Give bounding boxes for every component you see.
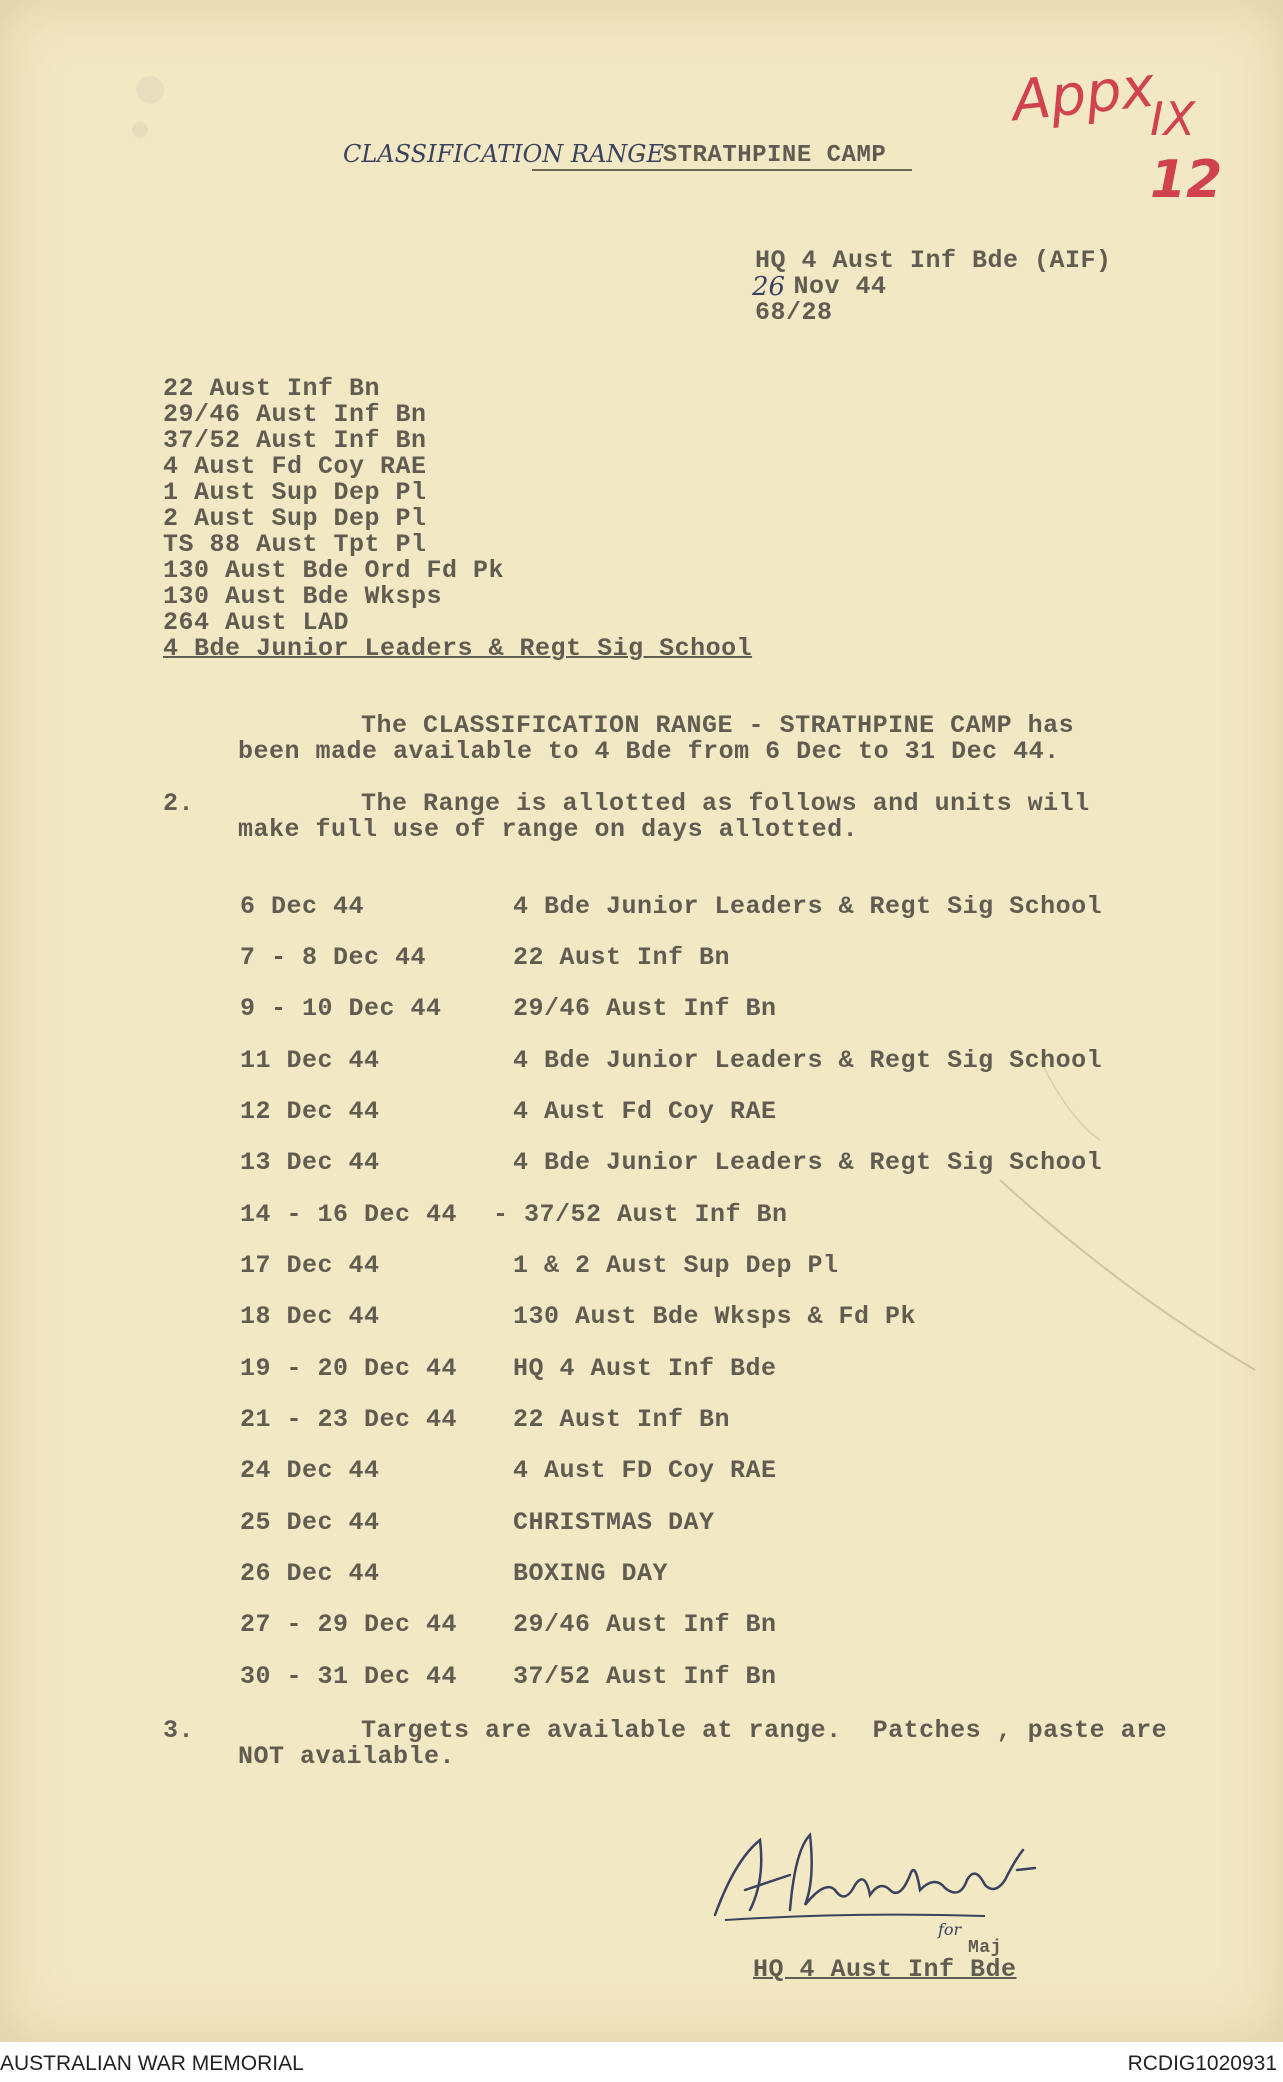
header-day: 26 [752, 272, 786, 302]
paragraph-2-line: The Range is allotted as follows and units will [361, 789, 1090, 818]
schedule-unit: 4 Aust FD Coy RAE [513, 1456, 777, 1485]
schedule-unit: 4 Bde Junior Leaders & Regt Sig School [513, 1046, 1103, 1075]
schedule-unit: - 37/52 Aust Inf Bn [493, 1200, 788, 1229]
paragraph-3-number: 3. [163, 1716, 195, 1745]
schedule-date: 14 - 16 Dec 44 [240, 1200, 458, 1229]
schedule-unit: 29/46 Aust Inf Bn [513, 1610, 777, 1639]
signature-block: HQ 4 Aust Inf Bde [753, 1955, 1017, 1984]
paragraph-2-number: 2. [163, 789, 195, 818]
addressee: 4 Bde Junior Leaders & Regt Sig School [163, 634, 753, 663]
addressee: 264 Aust LAD [163, 608, 350, 637]
schedule-date: 6 Dec 44 [240, 892, 365, 921]
schedule-date: 18 Dec 44 [240, 1302, 380, 1331]
addressee: 130 Aust Bde Ord Fd Pk [163, 556, 505, 585]
paragraph-1-line: The CLASSIFICATION RANGE - STRATHPINE CAMP has [361, 711, 1075, 740]
schedule-unit: 22 Aust Inf Bn [513, 943, 731, 972]
paragraph-3-line: Targets are available at range. Patches , paste are [361, 1716, 1168, 1745]
schedule-date: 11 Dec 44 [240, 1046, 380, 1075]
addressee: 37/52 Aust Inf Bn [163, 426, 427, 455]
schedule-date: 19 - 20 Dec 44 [240, 1354, 458, 1383]
schedule-date: 7 - 8 Dec 44 [240, 943, 427, 972]
header-unit: HQ 4 Aust Inf Bde (AIF) [755, 246, 1112, 275]
schedule-date: 17 Dec 44 [240, 1251, 380, 1280]
schedule-unit: 29/46 Aust Inf Bn [513, 994, 777, 1023]
footer-institution: AUSTRALIAN WAR MEMORIAL [0, 2052, 304, 2075]
footer-record-id: RCDIG1020931 [1127, 2052, 1277, 2075]
paragraph-3-line: NOT available. [238, 1742, 456, 1771]
schedule-date: 12 Dec 44 [240, 1097, 380, 1126]
title-typed: - STRATHPINE CAMP [618, 142, 887, 169]
addressee: 2 Aust Sup Dep Pl [163, 504, 427, 533]
signature [705, 1820, 1065, 1940]
schedule-date: 25 Dec 44 [240, 1508, 380, 1537]
schedule-unit: 4 Bde Junior Leaders & Regt Sig School [513, 1148, 1103, 1177]
schedule-date: 13 Dec 44 [240, 1148, 380, 1177]
paragraph-2-line: make full use of range on days allotted. [238, 815, 859, 844]
schedule-unit: 130 Aust Bde Wksps & Fd Pk [513, 1302, 917, 1331]
header-date: Nov 44 [778, 272, 887, 301]
schedule-date: 26 Dec 44 [240, 1559, 380, 1588]
paragraph-1-line: been made available to 4 Bde from 6 Dec to 31 Dec 44. [238, 737, 1060, 766]
schedule-date: 21 - 23 Dec 44 [240, 1405, 458, 1434]
schedule-unit: 1 & 2 Aust Sup Dep Pl [513, 1251, 839, 1280]
schedule-date: 27 - 29 Dec 44 [240, 1610, 458, 1639]
title-underline [532, 169, 912, 171]
addressee: 1 Aust Sup Dep Pl [163, 478, 427, 507]
appendix-number-annotation: 12 [1150, 150, 1223, 210]
schedule-unit: CHRISTMAS DAY [513, 1508, 715, 1537]
signature-for: for [938, 1920, 962, 1939]
schedule-date: 9 - 10 Dec 44 [240, 994, 442, 1023]
addressee: 22 Aust Inf Bn [163, 374, 381, 403]
addressee: 4 Aust Fd Coy RAE [163, 452, 427, 481]
addressee: TS 88 Aust Tpt Pl [163, 530, 427, 559]
signature-rank: Maj [968, 1938, 1002, 1958]
schedule-unit: 4 Aust Fd Coy RAE [513, 1097, 777, 1126]
schedule-date: 30 - 31 Dec 44 [240, 1662, 458, 1691]
header-reference: 68/28 [755, 298, 833, 327]
schedule-unit: BOXING DAY [513, 1559, 669, 1588]
addressee: 29/46 Aust Inf Bn [163, 400, 427, 429]
schedule-unit: 22 Aust Inf Bn [513, 1405, 731, 1434]
schedule-unit: HQ 4 Aust Inf Bde [513, 1354, 777, 1383]
schedule-unit: 4 Bde Junior Leaders & Regt Sig School [513, 892, 1103, 921]
appendix-annotation: Appx [1008, 54, 1158, 135]
appendix-roman-annotation: IX [1150, 92, 1196, 146]
title-handwritten: CLASSIFICATION RANGE [343, 140, 664, 168]
schedule-date: 24 Dec 44 [240, 1456, 380, 1485]
schedule-unit: 37/52 Aust Inf Bn [513, 1662, 777, 1691]
addressee: 130 Aust Bde Wksps [163, 582, 443, 611]
